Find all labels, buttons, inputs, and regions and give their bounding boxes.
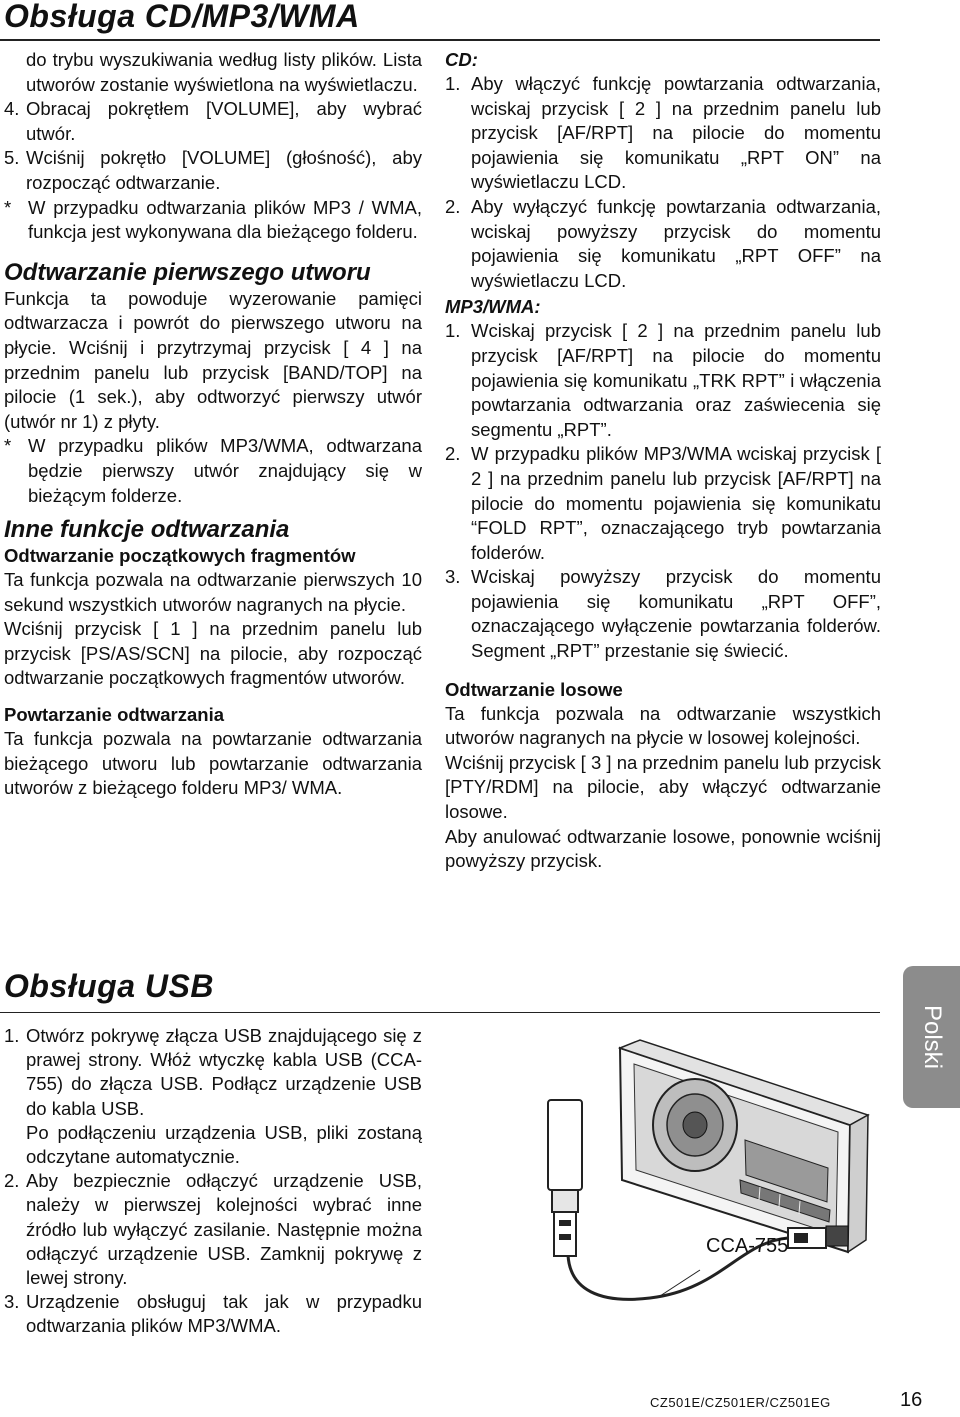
mp3-step-3: 3. Wciskaj powyższy przycisk do momentu pojawienia się komunikatu „RPT OFF”, oznaczającego wyłączenie powtarzania folderów. Segment „RPT” przestanie się świecić. [445, 566, 881, 662]
scan-paragraph-1: Ta funkcja pozwala na odtwarzanie pierwszych 10 sekund wszystkich utworów nagranych na płycie. [4, 569, 422, 615]
usb-connection-illustration [530, 1030, 890, 1330]
usb-plug [788, 1228, 826, 1248]
usb-rule [0, 1012, 880, 1013]
intro-step-5: 5. Wciśnij pokrętło [VOLUME] (głośność), aby rozpocząć odtwarzanie. [4, 147, 422, 193]
cd-step-1: 1. Aby włączyć funkcję powtarzania odtwarzania, wciskaj przycisk [ 2 ] na przednim panelu lub przycisk [AF/RPT] na pilocie do momentu pojawienia się komunikatu „RPT ON” na wyświetlaczu LCD. [445, 73, 881, 193]
page-number: 16 [900, 1389, 923, 1411]
intro-continued: do trybu wyszukiwania według listy plików. Lista utworów zostanie wyświetlona na wyświetlaczu. [26, 49, 422, 95]
header-rule [0, 39, 880, 41]
mp3-label: MP3/WMA: [445, 296, 541, 318]
usb-step-3: 3. Urządzenie obsługuj tak jak w przypadku odtwarzania plików MP3/WMA. [4, 1291, 422, 1337]
scan-paragraph-2: Wciśnij przycisk [ 1 ] na przednim panelu lub przycisk [PS/AS/SCN] na pilocie, aby rozpocząć odtwarzanie początkowych fragmentów utworów. [4, 618, 422, 689]
intro-note: * W przypadku odtwarzania plików MP3 / WMA, funkcja jest wykonywana dla bieżącego folderu. [4, 196, 422, 243]
usb-step-1-note: Po podłączeniu urządzenia USB, pliki zostaną odczytane automatycznie. [26, 1121, 422, 1168]
page-title: Obsługa CD/MP3/WMA [4, 0, 360, 34]
usb-flash-drive [548, 1100, 582, 1256]
car-stereo-unit [620, 1040, 868, 1252]
left-column [4, 48, 422, 801]
section-heading-other-functions: Inne funkcje odtwarzania [4, 516, 290, 544]
mp3-step-2: 2. W przypadku plików MP3/WMA wciskaj przycisk [ 2 ] na przednim panelu lub przycisk [AF/RPT] na pilocie do momentu pojawienia się komunikatu “FOLD RPT”, oznaczającego tryb powtarzania folderów. [445, 443, 881, 563]
subheading-repeat: Powtarzanie odtwarzania [4, 704, 224, 726]
section-heading-first-track: Odtwarzanie pierwszego utworu [4, 258, 371, 286]
first-track-note: * W przypadku plików MP3/WMA, odtwarzana będzie pierwszy utwór znajdujący się w bieżącym folderze. [4, 435, 422, 506]
repeat-paragraph: Ta funkcja pozwala na powtarzanie odtwarzania bieżącego utworu lub powtarzanie odtwarzania utworów z bieżącego folderu MP3/ WMA. [4, 728, 422, 799]
usb-title: Obsługa USB [4, 968, 214, 1004]
subheading-scan: Odtwarzanie początkowych fragmentów [4, 545, 356, 567]
usb-step-1: 1. Otwórz pokrywę złącza USB znajdującego się z prawej strony. Włóż wtyczkę kabla USB (CCA-755) do złącza USB. Podłącz urządzenie USB do kabla USB. [4, 1025, 422, 1119]
cd-label: CD: [445, 49, 478, 70]
intro-step-4: 4. Obracaj pokrętłem [VOLUME], aby wybrać utwór. [4, 98, 422, 144]
first-track-paragraph: Funkcja ta powoduje wyzerowanie pamięci odtwarzacza i powrót do pierwszego utworu na płycie. Wciśnij i przytrzymaj przycisk [ 4 ] na przednim panelu lub przycisk [BAND/TOP] na pilocie (1 sek.), aby odtworzyć pierwszy utwór (utwór nr 1) z płyty. [4, 287, 422, 432]
usb-steps [4, 1024, 422, 1339]
mp3-step-1: 1. Wciskaj przycisk [ 2 ] na przednim panelu lub przycisk [AF/RPT] na pilocie do momentu pojawienia się komunikatu „TRK RPT” i włączenia powtarzania odtwarzania oraz zaświecenia się segmentu „RPT”. [445, 320, 881, 440]
language-tab: Polski [903, 966, 960, 1108]
random-paragraph-3: Aby anulować odtwarzanie losowe, ponownie wciśnij powyższy przycisk. [445, 825, 881, 872]
usb-step-2: 2. Aby bezpiecznie odłączyć urządzenie USB, należy w pierwszej kolejności wybrać inne źródło lub wyłączyć zasilanie. Następnie można odłączyć urządzenie USB. Zamknij pokrywę z lewej strony. [4, 1170, 422, 1289]
right-column [445, 48, 881, 874]
cable-label: CCA-755 [706, 1235, 789, 1257]
cd-step-2: 2. Aby wyłączyć funkcję powtarzania odtwarzania, wciskaj powyższy przycisk do momentu pojawienia się komunikatu „RPT OFF” na wyświetlaczu LCD. [445, 195, 881, 291]
subheading-random: Odtwarzanie losowe [445, 678, 623, 700]
random-paragraph-2: Wciśnij przycisk [ 3 ] na przednim panelu lub przycisk [PTY/RDM] na pilocie, aby włączyć odtwarzanie losowe. [445, 751, 881, 823]
model-numbers: CZ501E/CZ501ER/CZ501EG [650, 1395, 831, 1410]
random-paragraph-1: Ta funkcja pozwala na odtwarzanie wszystkich utworów nagranych na płycie w losowej kolejności. [445, 702, 881, 749]
